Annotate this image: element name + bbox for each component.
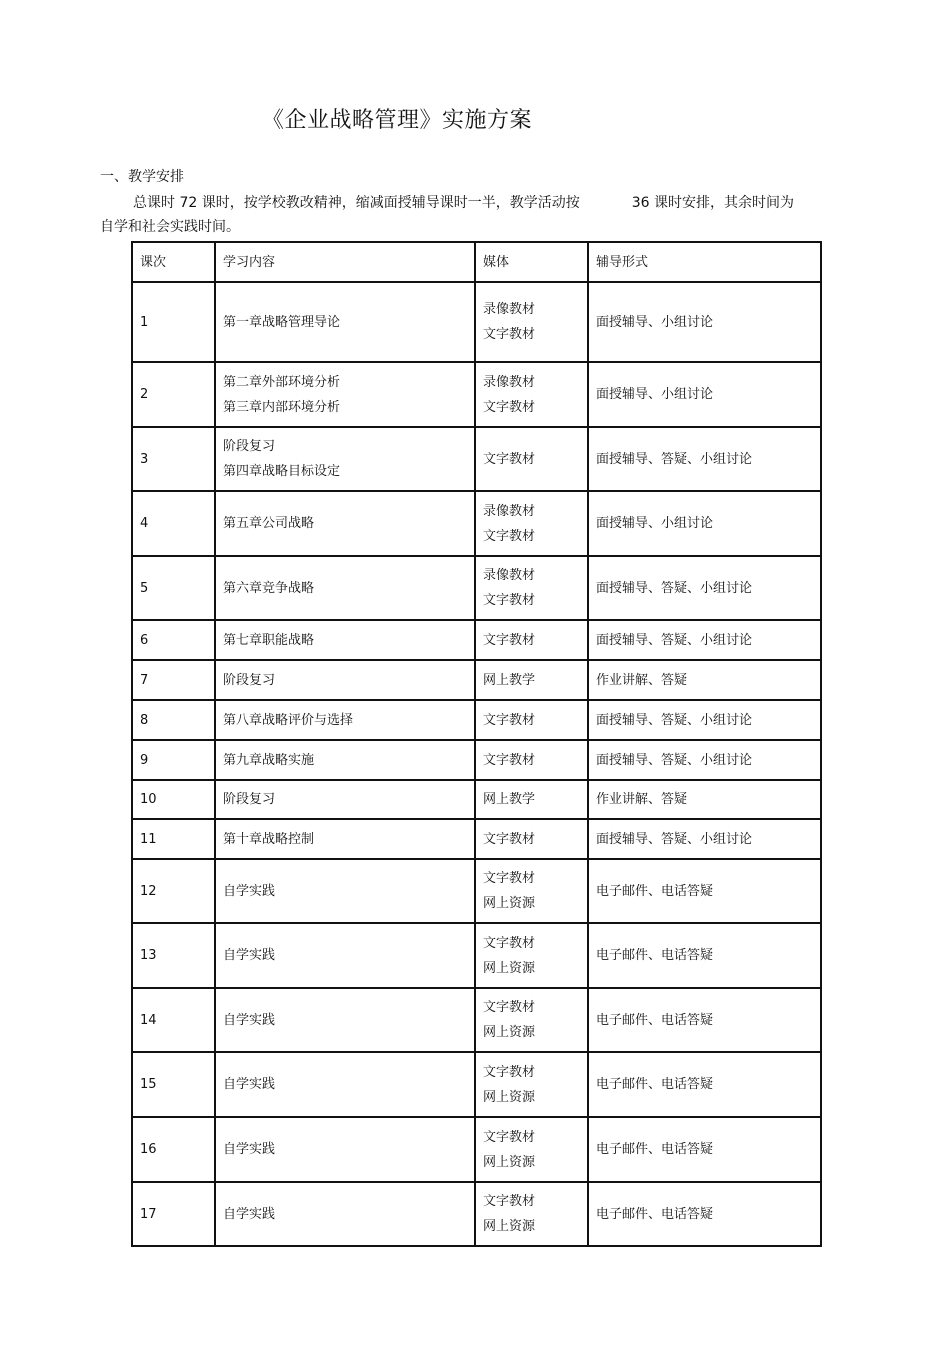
table-row [132, 740, 821, 780]
document-title: 《企业战略管理》实施方案 [262, 108, 533, 133]
schedule-table-body [132, 242, 821, 1246]
media-line: 文字教材 [483, 1129, 536, 1145]
lesson-media [475, 491, 588, 556]
media-line: 网上教学 [483, 672, 536, 688]
content-line: 自学实践 [223, 1206, 276, 1222]
table-row [132, 282, 821, 362]
media-line: 文字教材 [483, 593, 536, 608]
media-line: 文字教材 [483, 399, 536, 415]
lesson-number: 1 [132, 282, 215, 362]
content-line: 第二章外部环境分析 [223, 374, 341, 390]
media-line: 录像教材 [483, 302, 536, 317]
lesson-content [215, 362, 475, 427]
lesson-content [215, 1117, 475, 1182]
lesson-number: 2 [132, 362, 215, 427]
lesson-format: 面授辅导、答疑、小组讨论 [588, 620, 821, 660]
content-line: 第七章职能战略 [223, 632, 315, 648]
content-line: 第六章竞争战略 [223, 580, 315, 596]
lesson-format: 电子邮件、电话答疑 [588, 1117, 821, 1182]
lesson-number: 14 [132, 988, 215, 1052]
table-row [132, 620, 821, 660]
lesson-content [215, 491, 475, 556]
media-line: 文字教材 [483, 632, 536, 648]
lesson-media [475, 780, 588, 819]
content-line: 第九章战略实施 [223, 752, 315, 768]
lesson-number: 13 [132, 923, 215, 988]
content-line: 自学实践 [223, 1012, 276, 1028]
lesson-content [215, 859, 475, 923]
content-line: 自学实践 [223, 883, 276, 899]
table-row [132, 660, 821, 700]
lesson-format: 面授辅导、答疑、小组讨论 [588, 819, 821, 859]
lesson-content [215, 1052, 475, 1117]
media-line: 网上资源 [483, 1154, 536, 1170]
table-row [132, 1182, 821, 1246]
media-line: 网上资源 [483, 896, 536, 911]
table-row [132, 362, 821, 427]
lesson-number: 9 [132, 740, 215, 780]
content-line: 第四章战略目标设定 [223, 464, 341, 479]
lesson-format: 电子邮件、电话答疑 [588, 1052, 821, 1117]
lesson-media [475, 923, 588, 988]
lesson-media [475, 1117, 588, 1182]
lesson-number: 17 [132, 1182, 215, 1246]
lesson-number: 6 [132, 620, 215, 660]
content-line: 自学实践 [223, 1142, 276, 1157]
content-line: 第八章战略评价与选择 [223, 712, 354, 728]
header-content: 学习内容 [215, 242, 475, 282]
lesson-number: 8 [132, 700, 215, 740]
table-row [132, 427, 821, 491]
lesson-content [215, 780, 475, 819]
lesson-format: 面授辅导、小组讨论 [588, 491, 821, 556]
lesson-media [475, 620, 588, 660]
media-line: 网上资源 [483, 1089, 536, 1105]
lesson-format: 电子邮件、电话答疑 [588, 1182, 821, 1246]
lesson-number: 15 [132, 1052, 215, 1117]
intro-line-2: 自学和社会实践时间。 [100, 219, 240, 235]
lesson-content [215, 923, 475, 988]
lesson-media [475, 988, 588, 1052]
lesson-content [215, 620, 475, 660]
media-line: 网上资源 [483, 1219, 536, 1234]
media-line: 文字教材 [483, 451, 536, 467]
media-line: 文字教材 [483, 528, 536, 544]
lesson-number: 16 [132, 1117, 215, 1182]
lesson-format: 面授辅导、答疑、小组讨论 [588, 700, 821, 740]
lesson-format: 面授辅导、小组讨论 [588, 362, 821, 427]
content-line: 阶段复习 [223, 672, 276, 688]
lesson-media [475, 700, 588, 740]
media-line: 录像教材 [483, 374, 536, 390]
lesson-format: 电子邮件、电话答疑 [588, 988, 821, 1052]
lesson-content [215, 660, 475, 700]
lesson-format: 电子邮件、电话答疑 [588, 923, 821, 988]
lesson-media [475, 1182, 588, 1246]
lesson-media [475, 859, 588, 923]
table-row [132, 1052, 821, 1117]
table-row [132, 859, 821, 923]
intro-line-1 [100, 191, 840, 215]
lesson-content [215, 1182, 475, 1246]
media-line: 文字教材 [483, 1194, 536, 1209]
lesson-media [475, 740, 588, 780]
lesson-format: 面授辅导、答疑、小组讨论 [588, 556, 821, 620]
lesson-media [475, 556, 588, 620]
lesson-content [215, 427, 475, 491]
lesson-number: 7 [132, 660, 215, 700]
media-line: 文字教材 [483, 752, 536, 768]
section-heading: 一、教学安排 [100, 169, 184, 185]
lesson-number: 11 [132, 819, 215, 859]
lesson-format: 面授辅导、答疑、小组讨论 [588, 427, 821, 491]
table-row [132, 1117, 821, 1182]
content-line: 第一章战略管理导论 [223, 314, 341, 330]
lesson-content [215, 740, 475, 780]
intro-paragraph [100, 191, 840, 239]
lesson-format: 作业讲解、答疑 [588, 660, 821, 700]
lesson-content [215, 819, 475, 859]
lesson-format: 电子邮件、电话答疑 [588, 859, 821, 923]
media-line: 文字教材 [483, 712, 536, 728]
content-line: 阶段复习 [223, 792, 276, 807]
table-row [132, 819, 821, 859]
schedule-table [131, 241, 822, 1247]
media-line: 文字教材 [483, 1064, 536, 1080]
lesson-number: 4 [132, 491, 215, 556]
lesson-content [215, 988, 475, 1052]
lesson-content [215, 282, 475, 362]
content-line: 第三章内部环境分析 [223, 399, 341, 415]
media-line: 文字教材 [483, 831, 536, 847]
lesson-number: 3 [132, 427, 215, 491]
lesson-content [215, 700, 475, 740]
content-line: 第五章公司战略 [223, 516, 315, 531]
lesson-number: 5 [132, 556, 215, 620]
lesson-format: 作业讲解、答疑 [588, 780, 821, 819]
header-format: 辅导形式 [588, 242, 821, 282]
media-line: 网上资源 [483, 960, 536, 976]
table-row [132, 780, 821, 819]
lesson-number: 12 [132, 859, 215, 923]
intro-text-part1: 总课时 72 课时，按学校教改精神，缩减面授辅导课时一半，教学活动按 [133, 195, 580, 211]
lesson-media [475, 427, 588, 491]
table-row [132, 988, 821, 1052]
content-line: 自学实践 [223, 948, 276, 963]
lesson-media [475, 282, 588, 362]
content-line: 第十章战略控制 [223, 831, 315, 847]
media-line: 文字教材 [483, 935, 536, 951]
lesson-format: 面授辅导、答疑、小组讨论 [588, 740, 821, 780]
media-line: 录像教材 [483, 503, 536, 519]
lesson-media [475, 1052, 588, 1117]
lesson-number: 10 [132, 780, 215, 819]
content-line: 阶段复习 [223, 439, 276, 454]
media-line: 网上教学 [483, 792, 536, 807]
lesson-format: 面授辅导、小组讨论 [588, 282, 821, 362]
header-media: 媒体 [475, 242, 588, 282]
table-row [132, 923, 821, 988]
media-line: 网上资源 [483, 1025, 536, 1040]
table-header-row [132, 242, 821, 282]
media-line: 文字教材 [483, 327, 536, 342]
media-line: 文字教材 [483, 871, 536, 886]
header-lesson: 课次 [132, 242, 215, 282]
table-row [132, 491, 821, 556]
media-line: 文字教材 [483, 1000, 536, 1015]
intro-text-part2: 36 课时安排，其余时间为 [631, 195, 794, 211]
table-row [132, 700, 821, 740]
lesson-media [475, 819, 588, 859]
lesson-content [215, 556, 475, 620]
content-line: 自学实践 [223, 1077, 276, 1092]
lesson-media [475, 362, 588, 427]
table-row [132, 556, 821, 620]
media-line: 录像教材 [483, 568, 536, 583]
lesson-media [475, 660, 588, 700]
